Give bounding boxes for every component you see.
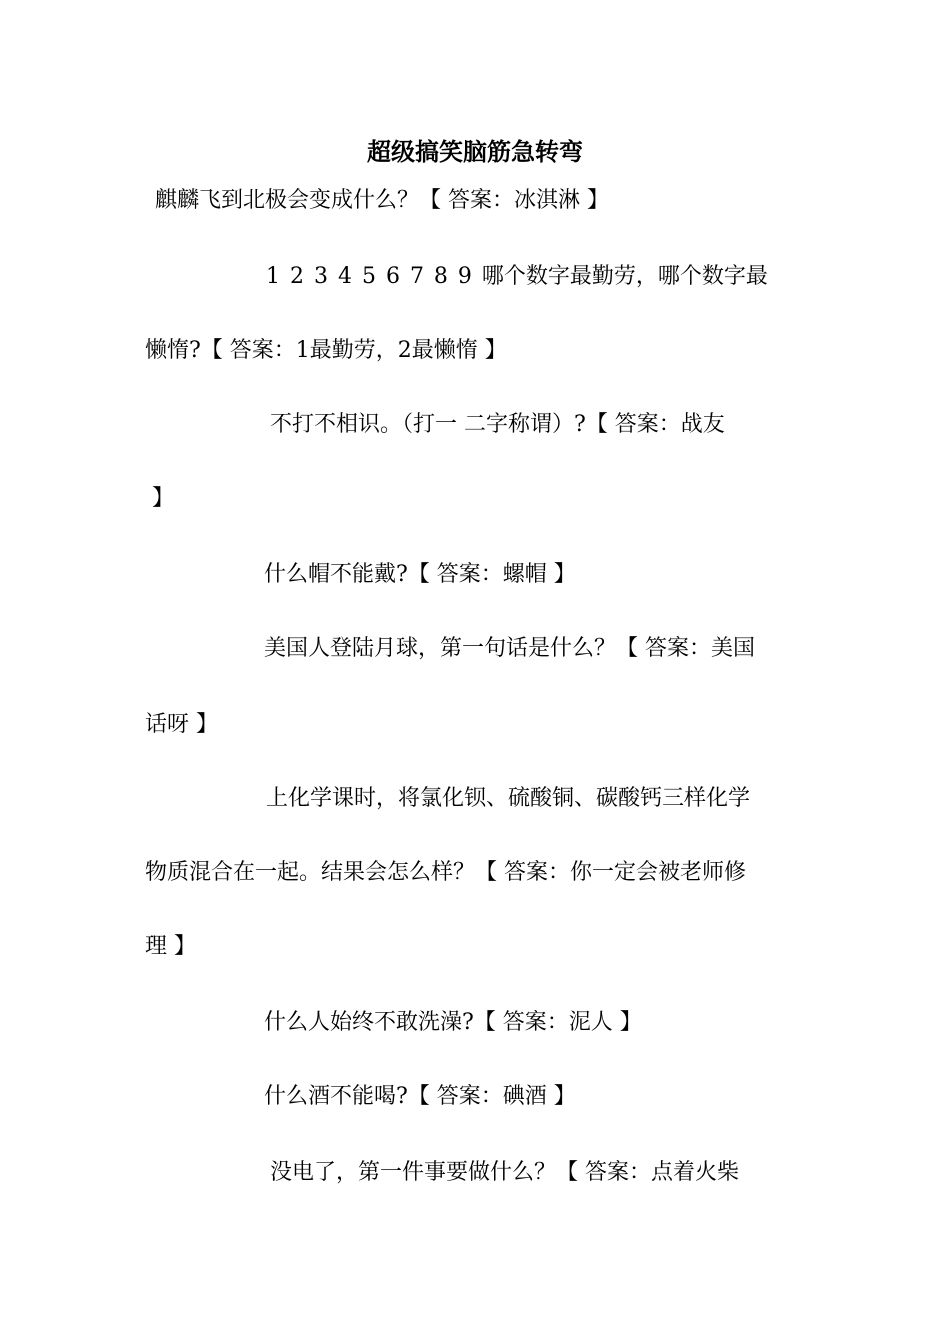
- text-line-8: 话呀 】: [145, 712, 218, 737]
- text-line-9: 上化学课时，将氯化钡、硫酸铜、碳酸钙三样化学: [266, 786, 751, 811]
- page-title: 超级搞笑脑筋急转弯: [367, 137, 583, 166]
- text-line-11: 理 】: [145, 934, 196, 959]
- text-line-12: 什么人始终不敢洗澡?【 答案：泥人 】: [264, 1010, 642, 1035]
- text-line-14: 没电了，第一件事要做什么？【 答案：点着火柴: [270, 1160, 739, 1185]
- text-line-1: 麒麟飞到北极会变成什么？【 答案：冰淇淋 】: [155, 188, 609, 213]
- text-line-10: 物质混合在一起。结果会怎么样？【 答案：你一定会被老师修: [145, 860, 746, 885]
- text-line-13: 什么酒不能喝?【 答案：碘酒 】: [264, 1084, 576, 1109]
- text-line-4: 不打不相识。（打一 二字称谓）?【 答案：战友: [270, 412, 725, 437]
- text-line-5: 】: [152, 486, 175, 511]
- text-line-6: 什么帽不能戴?【 答案：螺帽 】: [264, 562, 576, 587]
- text-line-7: 美国人登陆月球，第一句话是什么？【 答案：美国: [264, 636, 755, 661]
- text-line-2: 1 2 3 4 5 6 7 8 9 哪个数字最勤劳，哪个数字最: [266, 264, 768, 289]
- text-line-3: 懒惰?【 答案：1最勤劳，2最懒惰 】: [145, 338, 507, 363]
